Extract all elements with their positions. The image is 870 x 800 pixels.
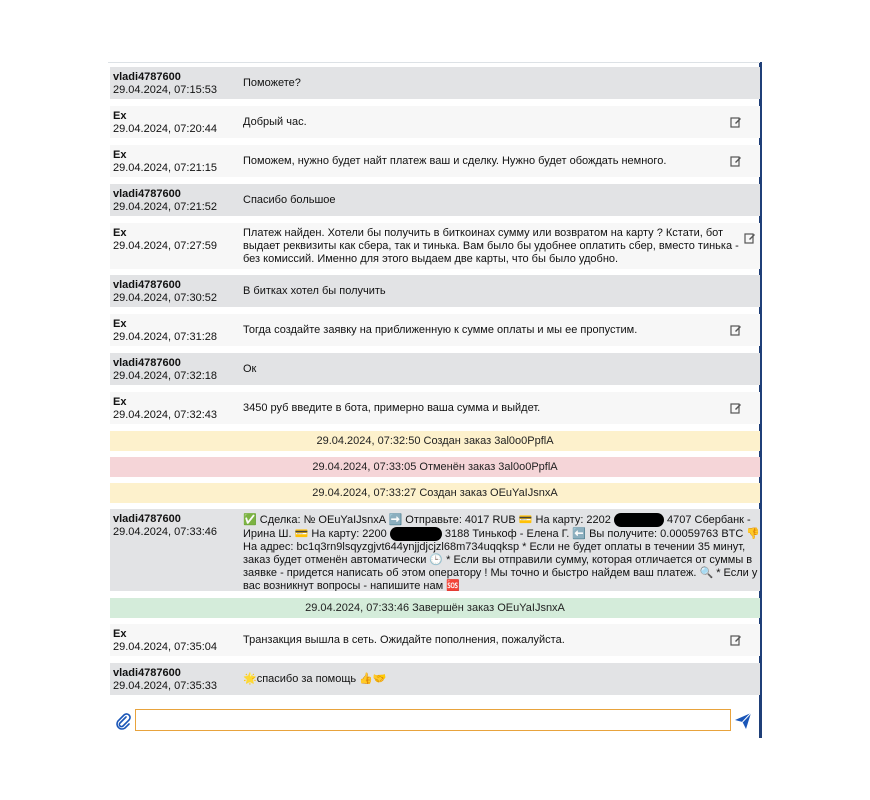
message-time: 29.04.2024, 07:35:33 bbox=[113, 680, 217, 692]
message-text: Спасибо большое bbox=[243, 194, 336, 206]
message-time: 29.04.2024, 07:21:15 bbox=[113, 162, 217, 174]
message-input[interactable] bbox=[135, 709, 731, 731]
edit-icon[interactable] bbox=[730, 155, 742, 167]
chat-message bbox=[110, 67, 760, 99]
paperclip-icon[interactable] bbox=[114, 712, 132, 730]
message-text: Транзакция вышла в сеть. Ожидайте пополнения, пожалуйста. bbox=[243, 634, 565, 646]
message-text-part: ✅ Сделка: № OEuYaIJsnxA ➡️ Отправьте: 4017 RUB 💳 На карту: 2202 bbox=[243, 513, 611, 526]
message-text: 🌟спасибо за помощь 👍🤝 bbox=[243, 673, 387, 685]
chat-message bbox=[110, 223, 760, 269]
message-author: Ex bbox=[113, 396, 127, 408]
message-text: 3450 руб введите в бота, примерно ваша сумма и выйдет. bbox=[243, 402, 541, 414]
message-composer bbox=[108, 706, 760, 736]
edit-icon[interactable] bbox=[730, 402, 742, 414]
message-time: 29.04.2024, 07:33:46 bbox=[113, 526, 217, 538]
trash-icon[interactable] bbox=[758, 116, 760, 128]
message-text: Поможем, нужно будет найт платеж ваш и сделку. Нужно будет обождать немного. bbox=[243, 155, 667, 167]
chat-message bbox=[110, 184, 760, 216]
message-time: 29.04.2024, 07:32:18 bbox=[113, 370, 217, 382]
message-author: Ex bbox=[113, 110, 127, 122]
message-time: 29.04.2024, 07:32:43 bbox=[113, 409, 217, 421]
trash-icon[interactable] bbox=[758, 634, 760, 646]
chat-message bbox=[110, 509, 760, 591]
message-text: Ок bbox=[243, 363, 257, 375]
message-author: vladi4787600 bbox=[113, 667, 181, 679]
message-author: vladi4787600 bbox=[113, 188, 181, 200]
message-time: 29.04.2024, 07:35:04 bbox=[113, 641, 217, 653]
message-time: 29.04.2024, 07:20:44 bbox=[113, 123, 217, 135]
edit-icon[interactable] bbox=[730, 116, 742, 128]
edit-icon[interactable] bbox=[730, 324, 742, 336]
message-time: 29.04.2024, 07:30:52 bbox=[113, 292, 217, 304]
send-icon[interactable] bbox=[734, 712, 752, 730]
message-time: 29.04.2024, 07:31:28 bbox=[113, 331, 217, 343]
chat-message bbox=[110, 353, 760, 385]
message-text-part: 4707 Сбербанк - Ирина Ш. 💳 На карту: 2200 bbox=[243, 513, 751, 540]
order-event-created: 29.04.2024, 07:32:50 Создан заказ 3al0o0PpflA bbox=[110, 431, 760, 451]
message-text: Добрый час. bbox=[243, 116, 307, 128]
chat-message bbox=[110, 624, 760, 656]
chat-message bbox=[110, 145, 760, 177]
message-text bbox=[243, 509, 760, 591]
message-text: В битках хотел бы получить bbox=[243, 285, 386, 297]
message-author: Ex bbox=[113, 318, 127, 330]
message-text: Платеж найден. Хотели бы получить в биткоинах сумму или возвратом на карту ? Кстати, бот выдает реквизиты как сбера, так и тинька. Вам было бы удобнее оплатить сбер, вместо тинька - без комиссий. Именно для этого выдаем две карты, что бы было удобно. bbox=[243, 227, 739, 265]
chat-history[interactable] bbox=[108, 62, 760, 739]
chat-message bbox=[110, 314, 760, 346]
message-author: vladi4787600 bbox=[113, 513, 181, 525]
message-author: Ex bbox=[113, 149, 127, 161]
edit-icon[interactable] bbox=[744, 232, 756, 244]
chat-message bbox=[110, 392, 760, 424]
message-text: Тогда создайте заявку на приближенную к сумме оплаты и мы ее пропустим. bbox=[243, 324, 638, 336]
message-author: vladi4787600 bbox=[113, 71, 181, 83]
trash-icon[interactable] bbox=[758, 155, 760, 167]
chat-message bbox=[110, 663, 760, 695]
message-text: Поможете? bbox=[243, 77, 301, 89]
order-event-cancelled: 29.04.2024, 07:33:05 Отменён заказ 3al0o0PpflA bbox=[110, 457, 760, 477]
trash-icon[interactable] bbox=[758, 324, 760, 336]
message-time: 29.04.2024, 07:27:59 bbox=[113, 240, 217, 252]
message-author: vladi4787600 bbox=[113, 357, 181, 369]
message-text-part: 3188 Тинькоф - Елена Г. ⬅️ Вы получите: 0.00059763 BTC 👎 На адрес: bc1q3rn9lsqyzgjvt644ynjjdjcjzl68m734uqqksp * Если не будет оплаты в течении 35 минут, заказ будет отменён автоматически 🕒 * Если вы отправили сумму, которая отличается от суммы в заявке - придется написать об этом оператору ! Мы точно и быстро найдем ваш платеж. 🔍 * Если у вас возникнут вопросы - напишите нам 🆘 bbox=[243, 527, 760, 591]
redacted-block bbox=[390, 527, 442, 541]
chat-message bbox=[110, 275, 760, 307]
edit-icon[interactable] bbox=[730, 634, 742, 646]
order-event-created: 29.04.2024, 07:33:27 Создан заказ OEuYaIJsnxA bbox=[110, 483, 760, 503]
message-author: Ex bbox=[113, 227, 127, 239]
message-author: vladi4787600 bbox=[113, 279, 181, 291]
message-author: Ex bbox=[113, 628, 127, 640]
message-time: 29.04.2024, 07:15:53 bbox=[113, 84, 217, 96]
order-event-completed: 29.04.2024, 07:33:46 Завершён заказ OEuYaIJsnxA bbox=[110, 598, 760, 618]
redacted-block bbox=[614, 513, 664, 527]
message-time: 29.04.2024, 07:21:52 bbox=[113, 201, 217, 213]
chat-message bbox=[110, 106, 760, 138]
trash-icon[interactable] bbox=[758, 402, 760, 414]
